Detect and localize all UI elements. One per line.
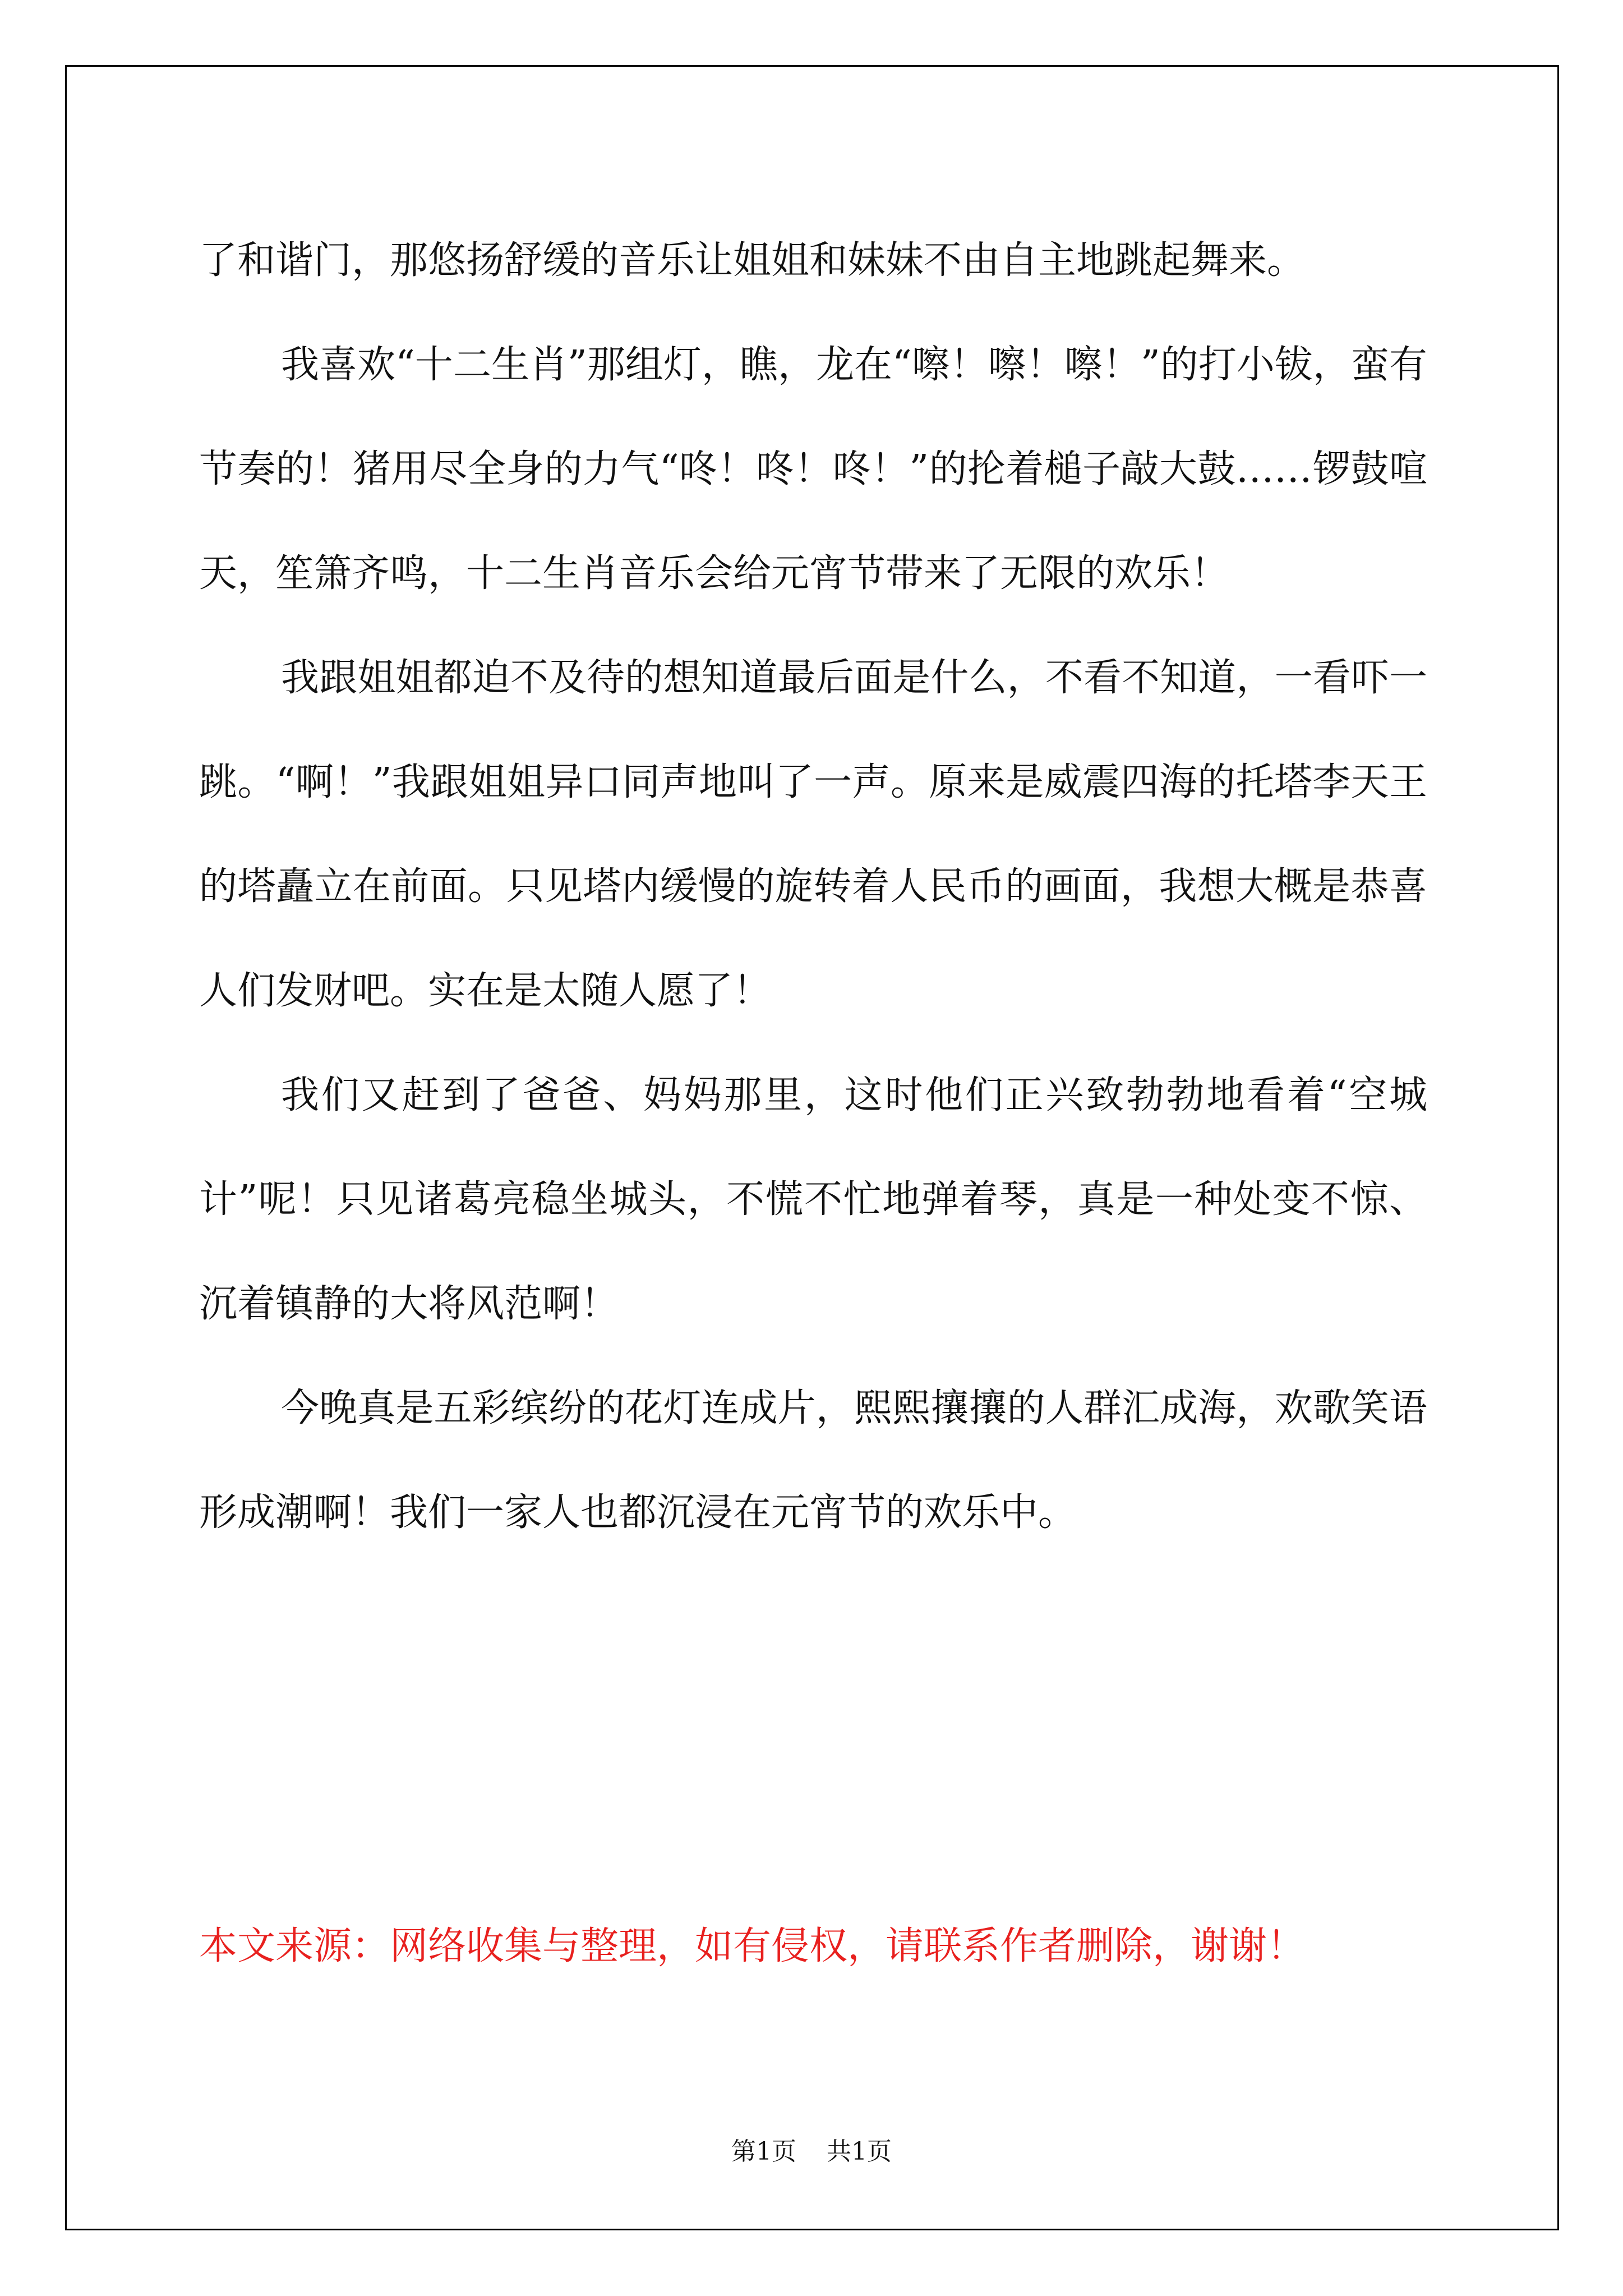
paragraph-empty-fort: 我们又赶到了爸爸、妈妈那里，这时他们正兴致勃勃地看着“空城计”呢！只见诸葛亮稳坐城头，不慌不忙地弹着琴，真是一种处变不惊、沉着镇静的大将风范啊！: [199, 1073, 1427, 1326]
source-disclaimer: 本文来源：网络收集与整理，如有侵权，请联系作者删除，谢谢！: [199, 1924, 1306, 1968]
paragraph-zodiac-lanterns: 我喜欢“十二生肖”那组灯，瞧，龙在“嚓！嚓！嚓！”的打小钹，蛮有节奏的！猪用尽全身的力气“咚！咚！咚！”的抡着槌子敲大鼓……锣鼓喧天，笙箫齐鸣，十二生肖音乐会给元宵节带来了无限的欢乐！: [199, 343, 1427, 596]
page-count: 共1页: [827, 2137, 892, 2166]
page-number: 第1页: [731, 2137, 796, 2166]
page-footer: [0, 2135, 1623, 2169]
paragraph-pagoda: 我跟姐姐都迫不及待的想知道最后面是什么，不看不知道，一看吓一跳。“啊！”我跟姐姐异口同声地叫了一声。原来是威震四海的托塔李天王的塔矗立在前面。只见塔内缓慢的旋转着人民币的画面，我想大概是恭喜人们发财吧。实在是太随人愿了！: [199, 656, 1427, 1013]
paragraph-continuation: 了和谐门，那悠扬舒缓的音乐让姐姐和妹妹不由自主地跳起舞来。: [199, 238, 1306, 283]
paragraph-closing: 今晚真是五彩缤纷的花灯连成片，熙熙攘攘的人群汇成海，欢歌笑语形成潮啊！我们一家人也都沉浸在元宵节的欢乐中。: [199, 1386, 1427, 1535]
document-body: [199, 209, 1427, 1565]
